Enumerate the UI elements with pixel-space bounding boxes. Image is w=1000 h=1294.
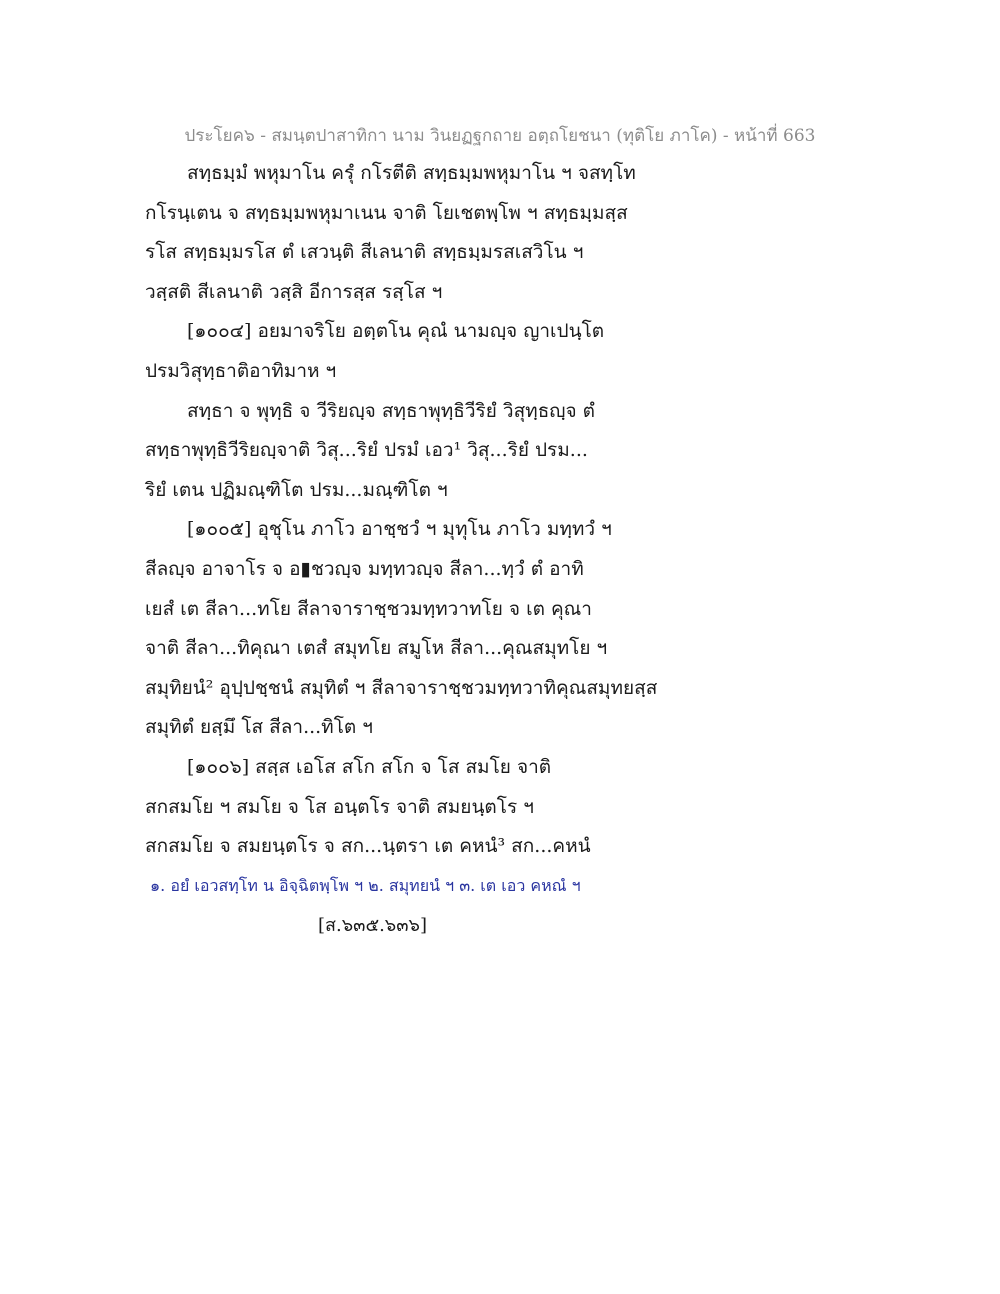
text-line: [๑๐๐๕] อุชุโน ภาโว อาชฺชวํ ฯ มุทุโน ภาโว มทฺทวํ ฯ: [187, 518, 612, 541]
body-text: [145, 154, 865, 867]
page-header: ประโยค๖ - สมนฺตปาสาทิกา นาม วินยฏฐกถาย อตฺถโยชนา (ทุติโย ภาโค) - หน้าที่ 663: [184, 126, 816, 146]
text-line: [๑๐๐๔] อยมาจริโย อตฺตโน คุณํ นามญฺจ ญาเปนฺโต: [187, 320, 605, 343]
text-line: สกสมโย จ สมยนฺตโร จ สก...นฺตรา เต คหนํ³ สก...คหนํ: [145, 835, 591, 858]
footnotes: ๑. อยํ เอวสทฺโท น อิจฺฉิตพฺโพ ฯ ๒. สมุทยนํ ฯ ๓. เต เอว คหณํ ฯ: [150, 876, 581, 895]
text-line: สทฺธา จ พุทฺธิ จ วีริยญฺจ สทฺธาพุทฺธิวีริยํ วิสุทฺธญฺจ ตํ: [187, 399, 595, 422]
text-line: ริยํ เตน ปฏิมณฺฑิโต ปรม...มณฺฑิโต ฯ: [145, 478, 448, 501]
text-line: [๑๐๐๖] สสฺส เอโส สโก สโก จ โส สมโย จาติ: [187, 755, 552, 778]
text-line: สมุทิยนํ² อุปฺปชฺชนํ สมุทิตํ ฯ สีลาจาราชฺชวมทฺทวาทิคุณสมุทยสฺส: [145, 676, 658, 699]
text-line: กโรนฺเตน จ สทฺธมฺมพหุมาเนน จาติ โยเชตพฺโพ ฯ สทฺธมฺมสฺส: [145, 201, 628, 224]
text-line: สีลญฺจ อาจาโร จ อ▮ชวญฺจ มทฺทวญฺจ สีลา...ทฺวํ ตํ อาทิ: [145, 557, 584, 580]
text-line: จาติ สีลา...ทิคุณา เตสํ สมุทโย สมูโห สีลา...คุณสมุทโย ฯ: [145, 637, 608, 660]
page-reference: [ส.๖๓๕.๖๓๖]: [318, 915, 427, 936]
text-line: สทฺธาพุทฺธิวีริยญฺจาติ วิสุ...ริยํ ปรมํ เอว¹ วิสุ...ริยํ ปรม...: [145, 439, 588, 462]
text-line: เยสํ เต สีลา...ทโย สีลาจาราชฺชวมทฺทวาทโย จ เต คุณา: [145, 597, 592, 620]
text-line: ปรมวิสุทฺธาติอาทิมาห ฯ: [145, 359, 337, 382]
text-line: สมุทิตํ ยสฺมึ โส สีลา...ทิโต ฯ: [145, 716, 373, 739]
text-line: สกสมโย ฯ สมโย จ โส อนฺตโร จาติ สมยนฺตโร ฯ: [145, 795, 534, 818]
text-line: สทฺธมฺมํ พหุมาโน ครุํ กโรตีติ สทฺธมฺมพหุมาโน ฯ จสทฺโท: [187, 162, 636, 184]
text-line: วสฺสติ สีเลนาติ วสฺสิ อีการสฺส รสฺโส ฯ: [145, 280, 443, 303]
text-line: รโส สทฺธมฺมรโส ตํ เสวนฺติ สีเลนาติ สทฺธมฺมรสเสวิโน ฯ: [145, 241, 584, 264]
